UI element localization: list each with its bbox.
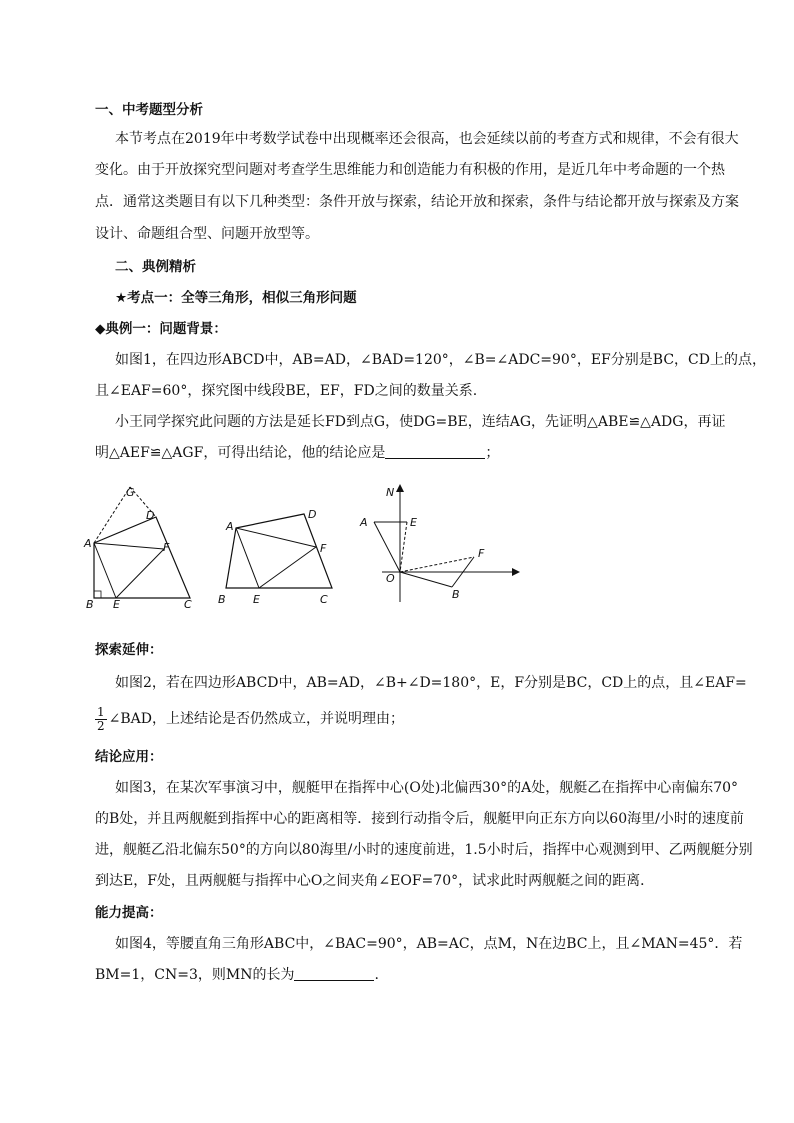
section1-paragraph-line: 变化。由于开放探究型问题对考查学生思维能力和创造能力有积极的作用，是近几年中考命题的一个热 [95,162,725,178]
figure-label: E [113,598,120,611]
figure-label: E [410,516,417,529]
figure-2 [212,500,342,610]
figure-label: B [452,588,460,601]
question-line: 且∠EAF=60°，探究图中线段BE，EF，FD之间的数量关系. [95,383,478,399]
apply-line: 到达E，F处，且两舰艇与指挥中心O之间夹角∠EOF=70°，试求此时两舰艇之间的距离． [95,873,655,889]
improve-line: 如图4，等腰直角三角形ABC中，∠BAC=90°，AB=AC，点M，N在边BC上，且∠MAN=45°．若 [115,936,743,952]
apply-line: 进，舰艇乙沿北偏东50°的方向以80海里/小时的速度前进，1.5小时后，指挥中心观测到甲、乙两舰艇分别 [95,842,753,858]
figure-label: O [386,572,395,585]
figure-label: C [184,598,192,611]
improve-line [95,965,720,985]
apply-heading: 结论应用： [95,749,163,765]
kaodian-heading: ★考点一：全等三角形，相似三角形问题 [115,290,357,306]
section1-heading: 一、中考题型分析 [95,102,203,118]
fraction-one-half: $\frac{1}{2}$ [97,704,105,733]
figure-1 [80,480,200,615]
figure-label: D [146,509,155,522]
answer-blank [385,444,485,459]
figure-label: G [126,486,135,499]
extend-line: 如图2，若在四边形ABCD中，AB=AD，∠B+∠D=180°，E，F分别是BC，CD上的点，且∠EAF= [115,675,747,691]
figure-label: F [320,542,327,555]
figure-label: F [478,547,485,560]
figure-label: N [386,486,395,499]
improve-heading: 能力提高： [95,905,163,921]
improve-text: BM=1，CN=3，则MN的长为 [95,967,295,983]
improve-text: . [374,967,379,983]
question-line: 如图1，在四边形ABCD中，AB=AD，∠BAD=120°，∠B=∠ADC=90°，EF分别是BC，CD上的点， [115,352,766,368]
question-line: 小王同学探究此问题的方法是延长FD到点G，使DG=BE，连结AG，先证明△ABE≌△ADG，再证 [115,414,726,430]
figure-label: F [163,541,170,554]
section1-paragraph-line: 设计、命题组合型、问题开放型等。 [95,226,319,242]
figure-label: A [226,520,234,533]
section1-paragraph-line: 本节考点在2019年中考数学试卷中出现概率还会很高，也会延续以前的考查方式和规律，不会有很大 [115,131,739,147]
figure-3 [352,480,527,610]
figure-label: D [308,508,317,521]
section1-paragraph-line: 点．通常这类题目有以下几种类型：条件开放与探索，结论开放和探索，条件与结论都开放与探索及方案 [95,194,739,210]
figure-label: E [253,593,260,606]
answer-blank [294,966,374,981]
question-text: 明△AEF≌△AGF，可得出结论，他的结论应是 [95,445,386,461]
example-title: ◆典例一：问题背景： [95,321,227,337]
section2-heading: 二、典例精析 [115,259,196,275]
figure-label: B [218,593,226,606]
extend-line [95,704,720,734]
figure-label: B [86,598,94,611]
figure-label: C [320,593,328,606]
apply-line: 的B处，并且两舰艇到指挥中心的距离相等．接到行动指令后，舰艇甲向正东方向以60海里/小时的速度前 [95,811,744,827]
extend-heading: 探索延伸： [95,642,163,658]
extend-text: ∠BAD，上述结论是否仍然成立，并说明理由； [108,711,404,727]
apply-line: 如图3，在某次军事演习中，舰艇甲在指挥中心(O处)北偏西30°的A处，舰艇乙在指挥中心南偏东70° [115,780,739,796]
question-text: ； [485,445,500,461]
figure-label: A [84,537,92,550]
figure-label: A [360,516,368,529]
question-line [95,443,720,463]
